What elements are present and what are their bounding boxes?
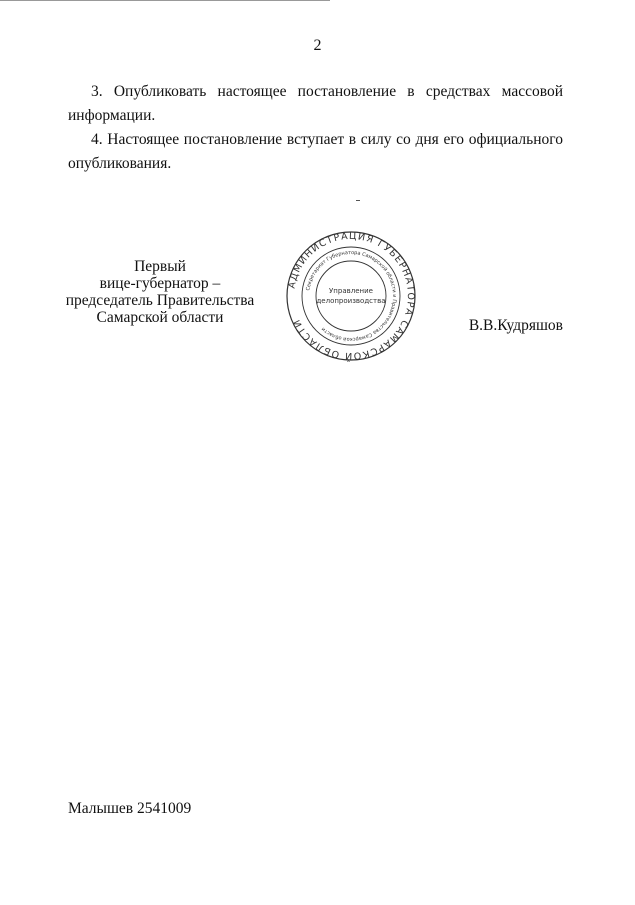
signatory-title-line: председатель Правительства — [65, 292, 255, 309]
scan-mark — [356, 200, 360, 201]
page-number: 2 — [313, 37, 322, 54]
stamp-inner-text: Секретариат Губернатора Самарской области и Правительства Самарской области — [305, 249, 398, 343]
official-stamp — [285, 230, 417, 362]
paragraph-4: 4. Настоящее постановление вступает в силу со дня его официального опубликования. — [68, 131, 563, 172]
stamp-outer-text: АДМИНИСТРАЦИЯ ГУБЕРНАТОРА САМАРСКОЙ ОБЛАСТИ — [286, 230, 417, 362]
signatory-title-line: вице-губернатор – — [99, 275, 221, 292]
executor-contact: Малышев 2541009 — [68, 800, 192, 817]
signatory-title-line: Самарской области — [96, 309, 224, 326]
scan-edge-line — [0, 0, 330, 1]
signatory-name: В.В.Кудряшов — [468, 317, 563, 334]
stamp-center-line1: Управление — [329, 287, 373, 295]
signatory-title — [60, 258, 260, 326]
stamp-center-line2: делопроизводства — [316, 297, 386, 305]
signatory-title-line: Первый — [134, 258, 186, 275]
paragraph-3: 3. Опубликовать настоящее постановление в средствах массовой информации. — [68, 83, 563, 124]
